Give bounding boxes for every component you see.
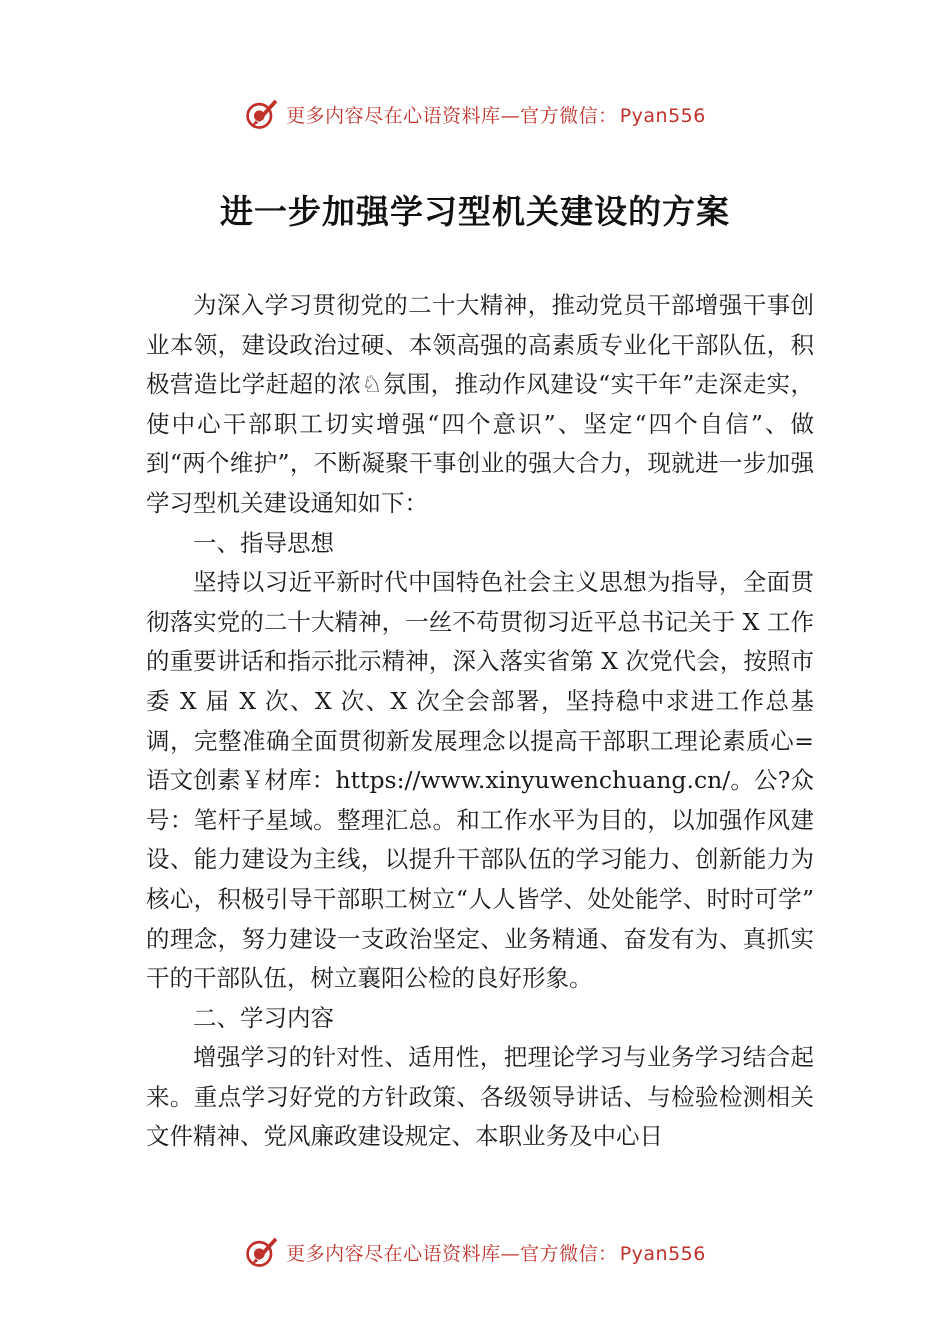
study-content-paragraph: 增强学习的针对性、适用性，把理论学习与业务学习结合起来。重点学习好党的方针政策、各级领导讲话、与检验检测相关文件精神、党风廉政建设规定、本职业务及中心日 [146, 1043, 814, 1151]
section-heading-study-content: 二、学习内容 [193, 1003, 334, 1032]
pen-logo-icon [244, 96, 280, 132]
document-body [146, 286, 814, 1157]
intro-paragraph: 为深入学习贯彻党的二十大精神，推动党员干部增强干事创业本领，建设政治过硬、本领高强的高素质专业化干部队伍，积极营造比学赶超的浓♘氛围，推动作风建设“实干年”走深走实，使中心干部职工切实增强“四个意识”、坚定“四个自信”、做到“两个维护”，不断凝聚干事创业的强大合力，现就进一步加强学习型机关建设通知如下： [146, 291, 814, 517]
watermark-wechat-id: Pyan556 [619, 104, 706, 127]
pen-logo-icon [244, 1234, 280, 1270]
watermark-wechat-id: Pyan556 [619, 1242, 706, 1265]
watermark-text [286, 101, 706, 128]
guiding-ideology-paragraph: 坚持以习近平新时代中国特色社会主义思想为指导，全面贯彻落实党的二十大精神，一丝不苟贯彻习近平总书记关于 X 工作的重要讲话和指示批示精神，深入落实省第 X 次党代会，按照市委 X 届 X 次、X 次、X 次全会部署，坚持稳中求进工作总基调，完整准确全面贯彻新发展理念以提高干部职工理论素质心=语文创素￥材库：https://www.xinyuwenchuang.cn/。公?众号：笔杆子星域。整理汇总。和工作水平为目的，以加强作风建设、能力建设为主线，以提升干部队伍的学习能力、创新能力为核心，积极引导干部职工树立“人人皆学、处处能学、时时可学” 的理念，努力建设一支政治坚定、业务精通、奋发有为、真抓实干的干部队伍，树立襄阳公检的良好形象。 [146, 568, 814, 993]
watermark-banner-bottom [0, 1232, 950, 1272]
document-title: 进一步加强学习型机关建设的方案 [220, 192, 730, 231]
watermark-text [286, 1239, 706, 1266]
watermark-main-text: 更多内容尽在心语资料库— [286, 104, 521, 127]
watermark-main-text: 更多内容尽在心语资料库— [286, 1242, 521, 1265]
section-heading-guiding-ideology: 一、指导思想 [193, 528, 334, 557]
watermark-wechat-label: 官方微信： [520, 104, 618, 127]
watermark-banner-top [0, 94, 950, 134]
watermark-wechat-label: 官方微信： [520, 1242, 618, 1265]
